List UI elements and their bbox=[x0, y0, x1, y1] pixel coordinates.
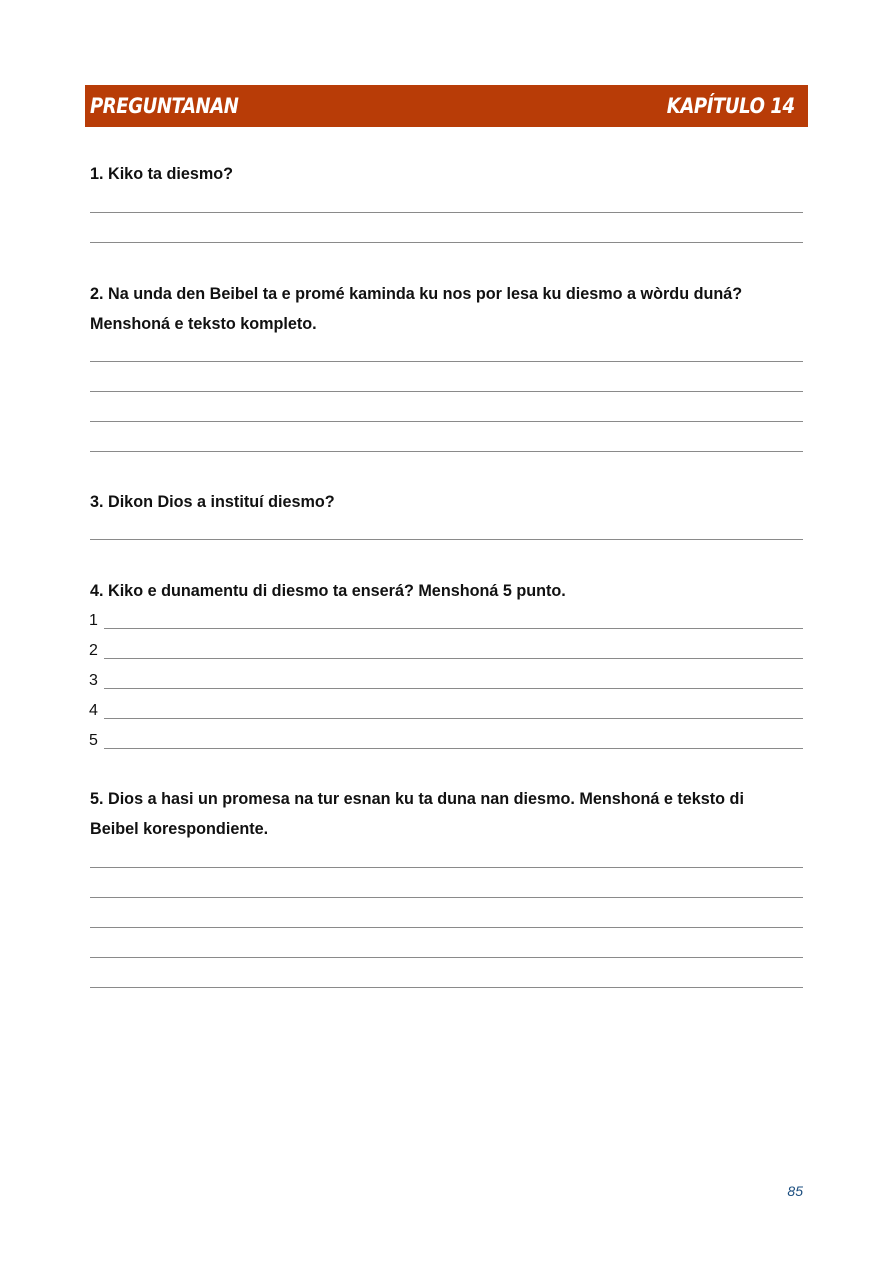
answer-line[interactable] bbox=[90, 539, 803, 540]
numbered-answer-row bbox=[89, 728, 803, 750]
point-number: 4 bbox=[89, 702, 98, 719]
answer-line[interactable] bbox=[90, 897, 803, 898]
numbered-answer-row bbox=[89, 698, 803, 720]
page-number: 85 bbox=[787, 1183, 803, 1199]
point-number: 3 bbox=[89, 672, 98, 689]
numbered-answer-row bbox=[89, 638, 803, 660]
question-4: 4. Kiko e dunamentu di diesmo ta enserá? Menshoná 5 punto. bbox=[90, 582, 566, 600]
point-number: 2 bbox=[89, 642, 98, 659]
answer-line[interactable] bbox=[104, 718, 803, 719]
answer-line[interactable] bbox=[90, 391, 803, 392]
answer-line[interactable] bbox=[104, 748, 803, 749]
question-1: 1. Kiko ta diesmo? bbox=[90, 165, 234, 183]
chapter-label: KAPÍTULO 14 bbox=[667, 94, 795, 118]
question-5-line-1: 5. Dios a hasi un promesa na tur esnan ku ta duna nan diesmo. Menshoná e teksto di bbox=[90, 790, 744, 808]
question-2-line-2: Menshoná e teksto kompleto. bbox=[90, 315, 317, 333]
answer-line[interactable] bbox=[90, 451, 803, 452]
question-2-line-1: 2. Na unda den Beibel ta e promé kaminda ku nos por lesa ku diesmo a wòrdu duná? bbox=[90, 285, 743, 303]
question-5-line-2: Beibel korespondiente. bbox=[90, 820, 269, 838]
answer-line[interactable] bbox=[90, 361, 803, 362]
answer-line[interactable] bbox=[90, 867, 803, 868]
question-5 bbox=[90, 784, 805, 844]
point-number: 5 bbox=[89, 732, 98, 749]
answer-line[interactable] bbox=[90, 212, 803, 213]
answer-line[interactable] bbox=[90, 242, 803, 243]
answer-line[interactable] bbox=[90, 987, 803, 988]
question-2 bbox=[90, 279, 805, 339]
header-title: PREGUNTANAN bbox=[90, 94, 239, 118]
chapter-header-bar bbox=[85, 85, 808, 127]
point-number: 1 bbox=[89, 612, 98, 629]
answer-line[interactable] bbox=[90, 421, 803, 422]
answer-line[interactable] bbox=[104, 688, 803, 689]
numbered-answer-row bbox=[89, 668, 803, 690]
answer-line[interactable] bbox=[104, 658, 803, 659]
answer-line[interactable] bbox=[90, 957, 803, 958]
answer-line[interactable] bbox=[90, 927, 803, 928]
numbered-answer-row bbox=[89, 608, 803, 630]
answer-line[interactable] bbox=[104, 628, 803, 629]
question-3: 3. Dikon Dios a instituí diesmo? bbox=[90, 493, 335, 511]
